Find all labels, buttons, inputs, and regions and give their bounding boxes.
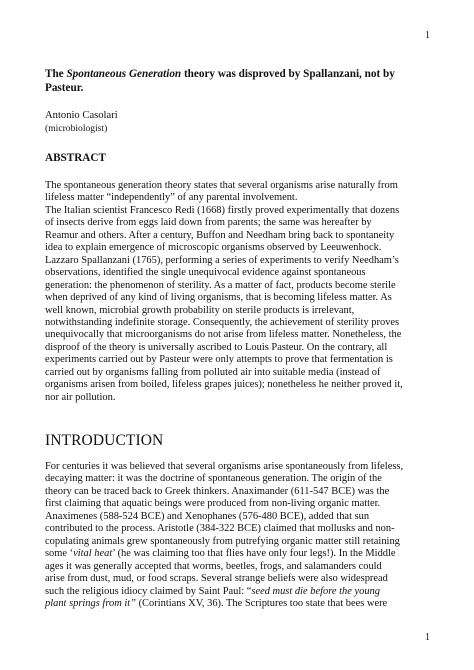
intro-line xyxy=(45,586,403,598)
page-number-bottom: 1 xyxy=(425,632,430,643)
intro-line12-italic: plant springs from it” xyxy=(45,597,136,609)
intro-line: copulating animals grew spontaneously from putrefying organic matter still retaining xyxy=(45,535,400,547)
intro-line: For centuries it was believed that several organisms arise spontaneously from lifeless, xyxy=(45,461,404,472)
abstract-line: disproof of the theory is universally ascribed to Louis Pasteur. On the contrary, all xyxy=(45,341,388,353)
intro-line11-a: such the religious idiocy claimed by Saint Paul: “ xyxy=(45,585,252,597)
title-italic: Spontaneous Generation xyxy=(66,68,182,80)
abstract-line: when deprived of any kind of living organisms, that is becoming lifeless matter. As xyxy=(45,292,392,304)
abstract-line: observations, identified the single unequivocal evidence against spontaneous xyxy=(45,267,366,279)
author-name: Antonio Casolari xyxy=(45,110,118,121)
abstract-line: idea to explain emergence of microscopic organisms observed by Leeuwenhock. xyxy=(45,242,382,254)
introduction-heading: INTRODUCTION xyxy=(45,432,164,449)
abstract-line: The spontaneous generation theory states that several organisms arise naturally from xyxy=(45,180,398,191)
intro-line8-a: some ‘ xyxy=(45,548,74,560)
abstract-line: Reamur and others. After a century, Buffon and Needham bring back to spontaneity xyxy=(45,229,395,241)
abstract-line: lifeless matter “independently” of any parental involvement. xyxy=(45,192,298,204)
abstract-line: of insects derive from eggs laid down from parents; the same was hereafter by xyxy=(45,217,372,229)
intro-line: first claiming that aquatic beings were produced from non-living organic matter. xyxy=(45,498,381,510)
introduction-body xyxy=(45,461,403,610)
intro-line: theory can be traced back to Greek thinkers. Anaximander (611-547 BCE) was the xyxy=(45,485,390,497)
intro-line12-b: (Corintians XV, 36). The Scriptures too state that bees were xyxy=(135,597,388,609)
paper-title xyxy=(45,68,445,95)
abstract-line: well known, microbial growth probability on sterile products is irrelevant, xyxy=(45,304,355,316)
abstract-line: organisms arisen from boiled, lifeless grapes juices); nonetheless he neither proved it, xyxy=(45,379,403,391)
intro-line: ages it was generally accepted that worms, beetles, frogs, and salamanders could xyxy=(45,560,382,572)
abstract-line: carried out by organisms falling from polluted air into suitable media (instead of xyxy=(45,366,381,378)
intro-line11-italic: seed must die before the young xyxy=(251,585,380,597)
intro-line xyxy=(45,598,403,610)
abstract-line: generation: the phenomenon of sterility. As a matter of fact, products become sterile xyxy=(45,279,396,291)
abstract-line: The Italian scientist Francesco Redi (1668) firstly proved experimentally that dozens xyxy=(45,204,400,216)
intro-line: decaying matter: it was the doctrine of spontaneous generation. The origin of the xyxy=(45,473,382,485)
intro-line: contributed to the process. Aristotle (384-322 BCE) claimed that mollusks and non- xyxy=(45,523,395,535)
title-rest: theory was disproved by Spallanzani, not by xyxy=(181,68,395,80)
intro-line xyxy=(45,548,403,560)
title-prefix: The xyxy=(45,68,67,80)
intro-line8-italic: vital heat xyxy=(73,548,113,560)
abstract-line: notwithstanding indefinite storage. Consequently, the achievement of sterility proves xyxy=(45,316,400,328)
title-line2: Pasteur. xyxy=(45,81,84,94)
intro-line: Anaximenes (588-524 BCE) and Xenophanes (576-480 BCE), added that sun xyxy=(45,510,370,522)
author-affiliation: (microbiologist) xyxy=(45,123,108,134)
abstract-line: experiments carried out by Pasteur were only attempts to prove that fermentation is xyxy=(45,354,393,366)
abstract-heading: ABSTRACT xyxy=(45,152,106,164)
author-block xyxy=(45,109,118,135)
abstract-body xyxy=(45,180,403,404)
intro-line8-b: ’ (he was claiming too that flies have only four legs!). In the Middle xyxy=(112,548,396,560)
abstract-line: Lazzaro Spallanzani (1765), performing a series of experiments to verify Needham’s xyxy=(45,254,399,266)
abstract-line: nor air pollution. xyxy=(45,391,116,403)
abstract-line: unequivocally that microorganisms do not arise from lifeless matter. Nonetheless, the xyxy=(45,329,402,341)
intro-line: arise from dust, mud, or food scraps. Several strange beliefs were also widespread xyxy=(45,573,388,585)
page-number-top: 1 xyxy=(425,30,430,41)
